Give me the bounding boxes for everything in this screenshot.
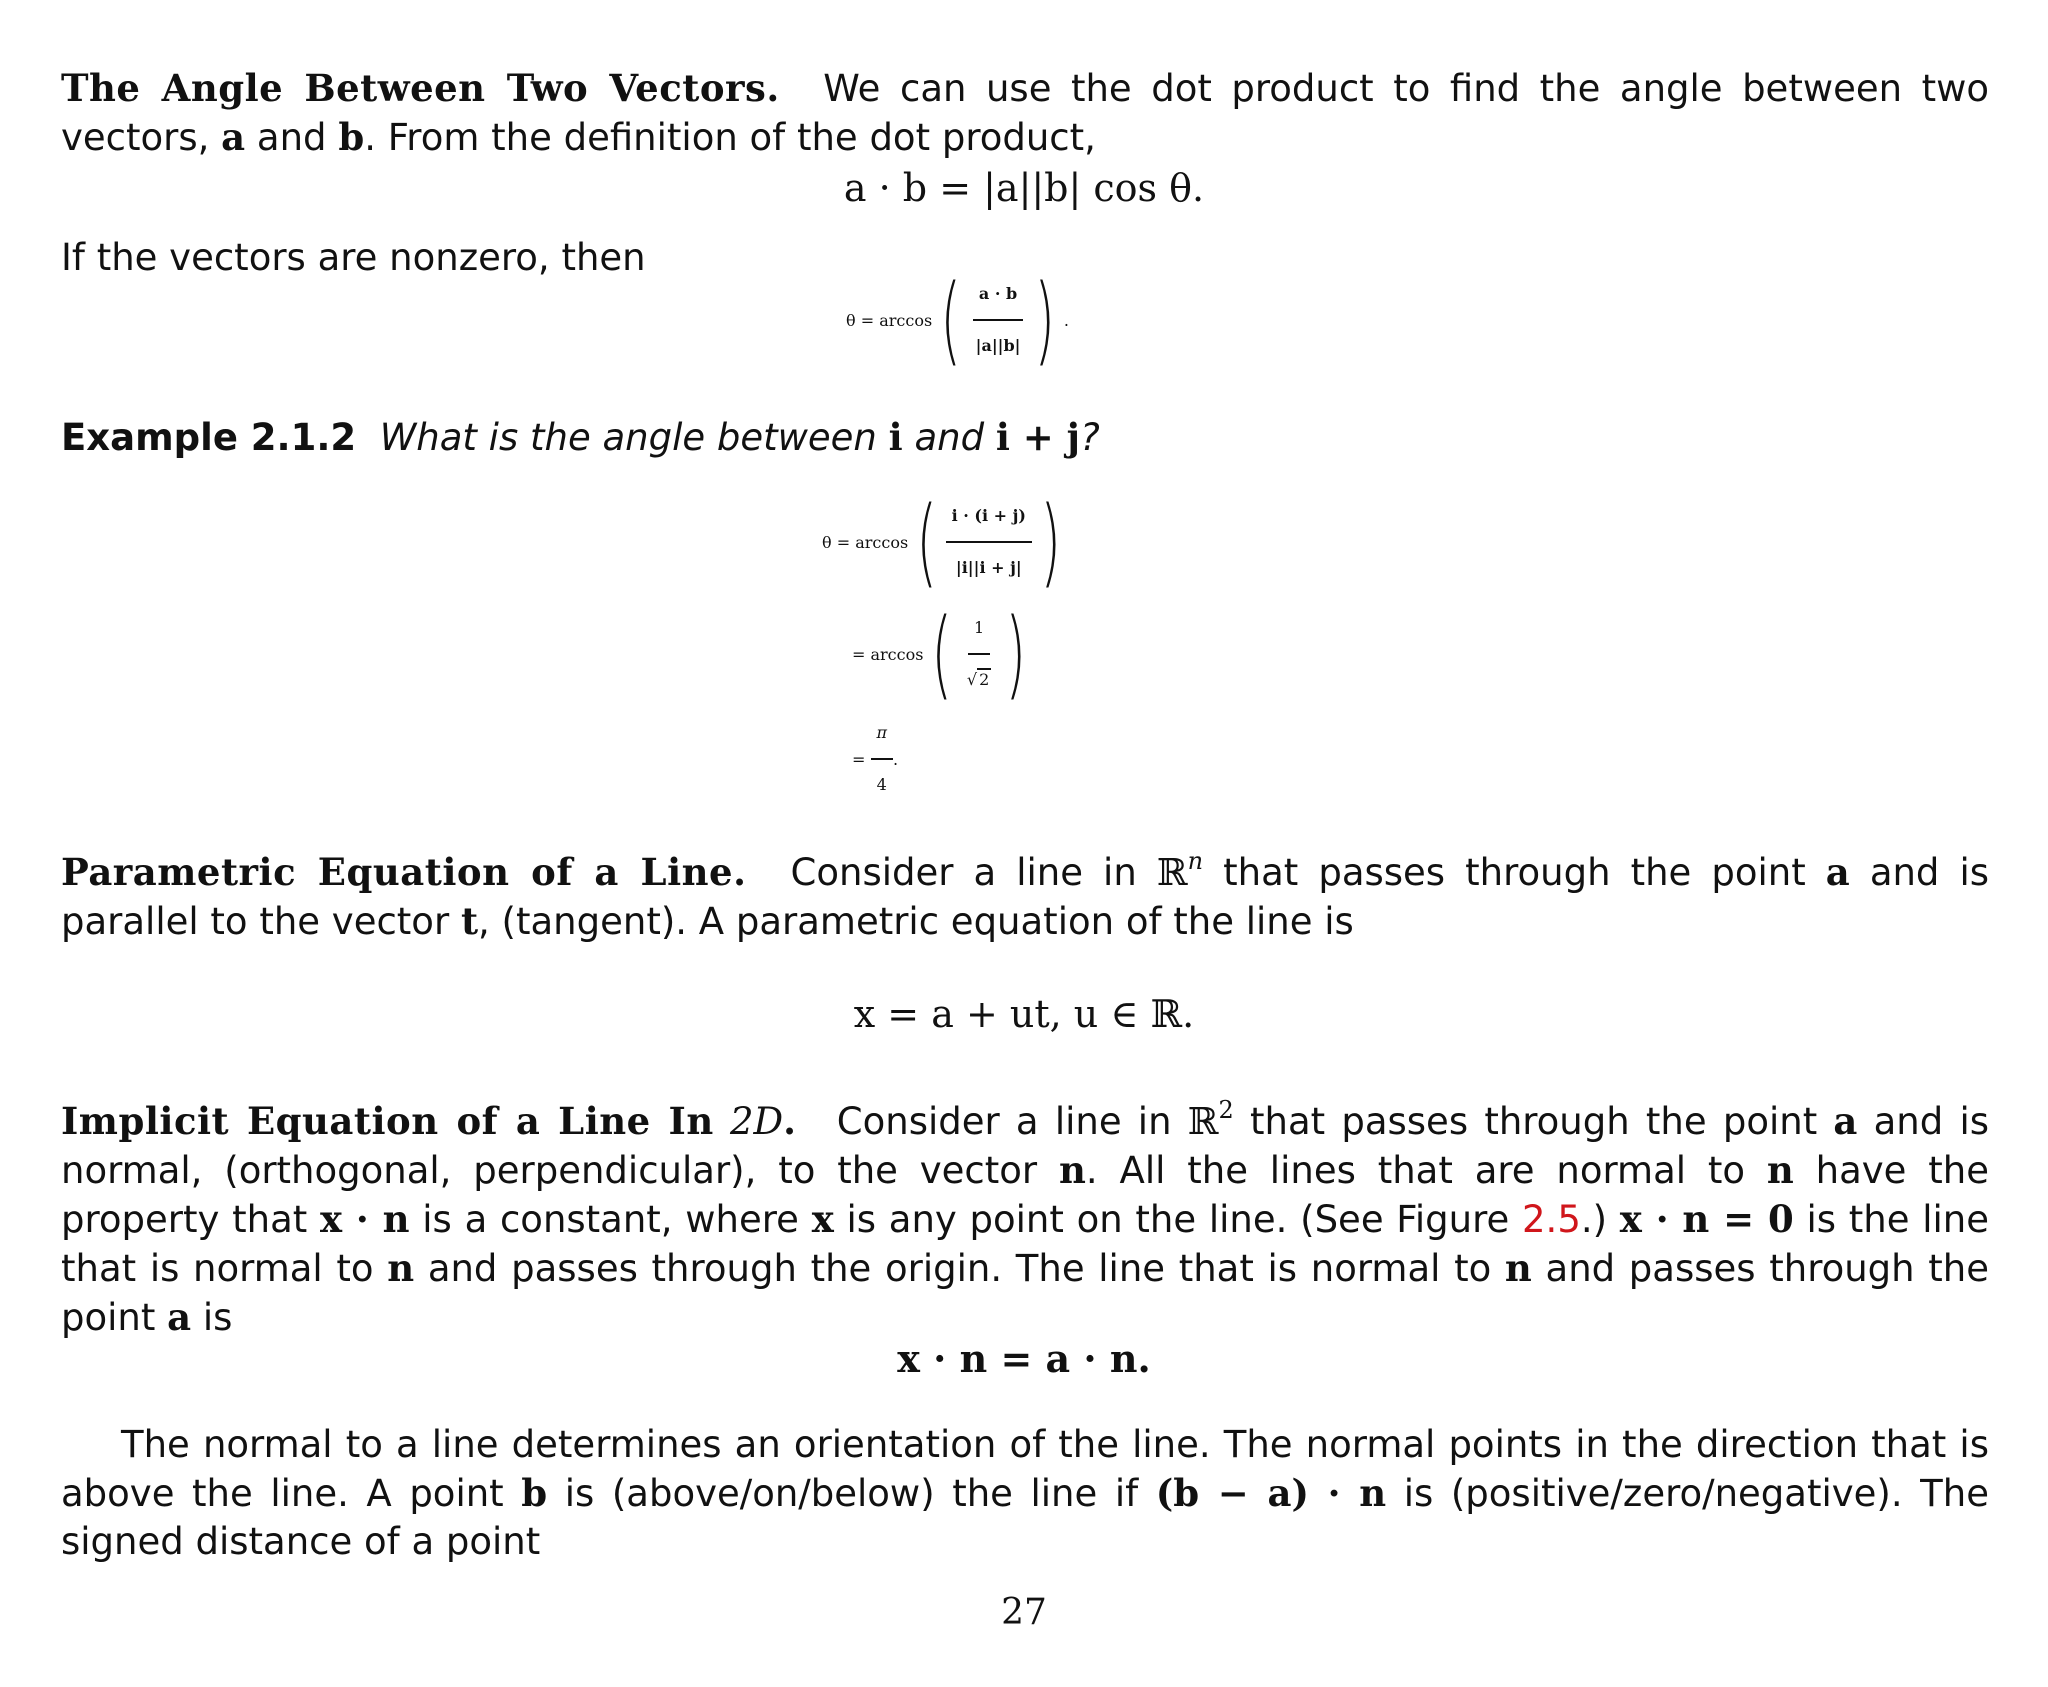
var-b: b	[338, 115, 365, 159]
implicit-text-g: is any point on the line. (See Figure	[846, 1198, 1510, 1241]
left-paren: (	[931, 598, 953, 710]
left-paren: (	[940, 264, 962, 376]
angle-heading: The Angle Between Two Vectors.	[61, 66, 780, 110]
var-a: a	[167, 1295, 192, 1339]
real-symbol: ℝ	[1187, 1100, 1219, 1143]
implicit-text-k: and passes through the point	[61, 1247, 1990, 1339]
parametric-heading: Parametric Equation of a Line.	[61, 850, 747, 894]
line1-fraction	[946, 495, 1032, 589]
implicit-heading-2d: 2D	[729, 1100, 784, 1143]
implicit-heading: Implicit Equation of a Line In	[61, 1099, 714, 1143]
parametric-text-a: Consider a line in	[790, 851, 1137, 894]
line1-denominator: |i||i + j|	[955, 558, 1022, 577]
parametric-paragraph	[61, 848, 1989, 946]
var-n: n	[387, 1246, 415, 1290]
var-x: x	[811, 1197, 834, 1241]
orientation-text-c: is (positive/zero/negative). The signed distance of a point	[61, 1472, 1989, 1563]
angle-paragraph	[61, 64, 1989, 162]
var-t: t	[460, 899, 479, 943]
implicit-text-b: that passes through the point	[1250, 1100, 1818, 1143]
nonzero-text: If the vectors are nonzero, then	[61, 236, 646, 279]
implicit-equation: x · n = a · n.	[897, 1336, 1151, 1381]
right-paren: )	[1040, 486, 1061, 598]
angle-intro-text-2: . From the definition of the dot product,	[364, 116, 1096, 159]
implicit-text-f: is a constant, where	[422, 1198, 799, 1241]
fraction-denominator: |a||b|	[975, 336, 1021, 355]
left-paren: (	[916, 486, 938, 598]
fraction-numerator: a · b	[973, 273, 1023, 321]
line3-denominator: 4	[876, 775, 887, 794]
line2-fraction	[961, 607, 997, 701]
implicit-text-e: have the property that	[61, 1149, 1990, 1241]
example-and: and	[914, 416, 985, 459]
line1-numerator: i · (i + j)	[946, 495, 1032, 543]
exponent-n: n	[1187, 847, 1204, 875]
orientation-paragraph	[61, 1421, 1989, 1566]
right-paren: )	[1005, 598, 1027, 710]
figure-link[interactable]: 2.5	[1522, 1198, 1581, 1241]
parametric-text-c: and is parallel to the vector	[61, 851, 1990, 943]
line3-lhs: =	[852, 749, 866, 769]
expr-b-minus-a-dot-n: (b − a) · n	[1155, 1471, 1387, 1515]
example-line-2	[852, 598, 1035, 710]
var-n: n	[1504, 1246, 1532, 1290]
orientation-text-a: The normal to a line determines an orientation of the line. The normal points in the direction that is above the line. A point	[61, 1423, 1989, 1515]
sqrt-radicand: 2	[979, 670, 990, 689]
implicit-text-i: is the line that is normal to	[61, 1198, 1990, 1290]
line2-denominator: √ 2	[966, 670, 990, 689]
var-i: i	[888, 415, 903, 459]
angle-intro-text: We can use the dot product to find the angle between two vectors,	[61, 67, 1990, 159]
line3-fraction	[871, 712, 894, 806]
parametric-text-d: , (tangent). A parametric equation of the line is	[478, 900, 1354, 943]
real-space-2	[1187, 1096, 1234, 1143]
implicit-text-a: Consider a line in	[836, 1100, 1172, 1143]
and-text: and	[256, 116, 327, 159]
example-label: Example 2.1.2	[61, 416, 357, 459]
line2-lhs: = arccos	[852, 644, 924, 664]
implicit-text-j: and passes through the origin. The line that is normal to	[427, 1247, 1492, 1290]
implicit-text-d: . All the lines that are normal to	[1085, 1149, 1746, 1192]
example-question: What is the angle between	[379, 416, 877, 459]
var-n: n	[1766, 1148, 1794, 1192]
implicit-heading-end: .	[783, 1099, 797, 1143]
implicit-text-c: and is normal, (orthogonal, perpendicular), to the vector	[61, 1100, 1990, 1192]
example-statement	[61, 413, 1989, 462]
real-symbol: ℝ	[1156, 851, 1188, 894]
arccos-fraction	[970, 273, 1027, 367]
var-a: a	[221, 115, 246, 159]
arccos-equation	[846, 264, 1070, 376]
var-n: n	[1059, 1148, 1086, 1192]
right-paren: )	[1034, 264, 1056, 376]
arccos-lhs: θ = arccos	[846, 310, 933, 330]
orientation-text-b: is (above/on/below) the line if	[564, 1472, 1139, 1515]
expr-x-dot-n: x · n	[320, 1197, 410, 1241]
parametric-text-b: that passes through the point	[1223, 851, 1806, 894]
example-line-3	[852, 712, 898, 806]
real-space-n	[1156, 847, 1204, 894]
equation-period: .	[1063, 310, 1070, 330]
line2-numerator: 1	[968, 607, 990, 655]
var-i-plus-j: i + j	[995, 415, 1081, 459]
page-number: 27	[1001, 1592, 1047, 1633]
line1-lhs: θ = arccos	[822, 532, 909, 552]
line3-numerator: π	[871, 712, 894, 760]
parametric-equation: x = a + ut, u ∈ ℝ.	[853, 992, 1195, 1036]
implicit-text-l: is	[202, 1296, 233, 1339]
exponent-2: 2	[1218, 1096, 1234, 1124]
var-b: b	[521, 1471, 548, 1515]
expr-x-dot-n-zero: x · n = 0	[1619, 1197, 1794, 1241]
line3-period: .	[893, 749, 899, 769]
example-question-end: ?	[1080, 416, 1100, 459]
implicit-text-h: .)	[1580, 1198, 1608, 1241]
dot-product-equation: a · b = |a||b| cos θ.	[843, 166, 1205, 210]
implicit-paragraph	[61, 1097, 1989, 1342]
var-a: a	[1833, 1099, 1858, 1143]
example-line-1	[822, 486, 1069, 598]
var-a: a	[1825, 850, 1850, 894]
